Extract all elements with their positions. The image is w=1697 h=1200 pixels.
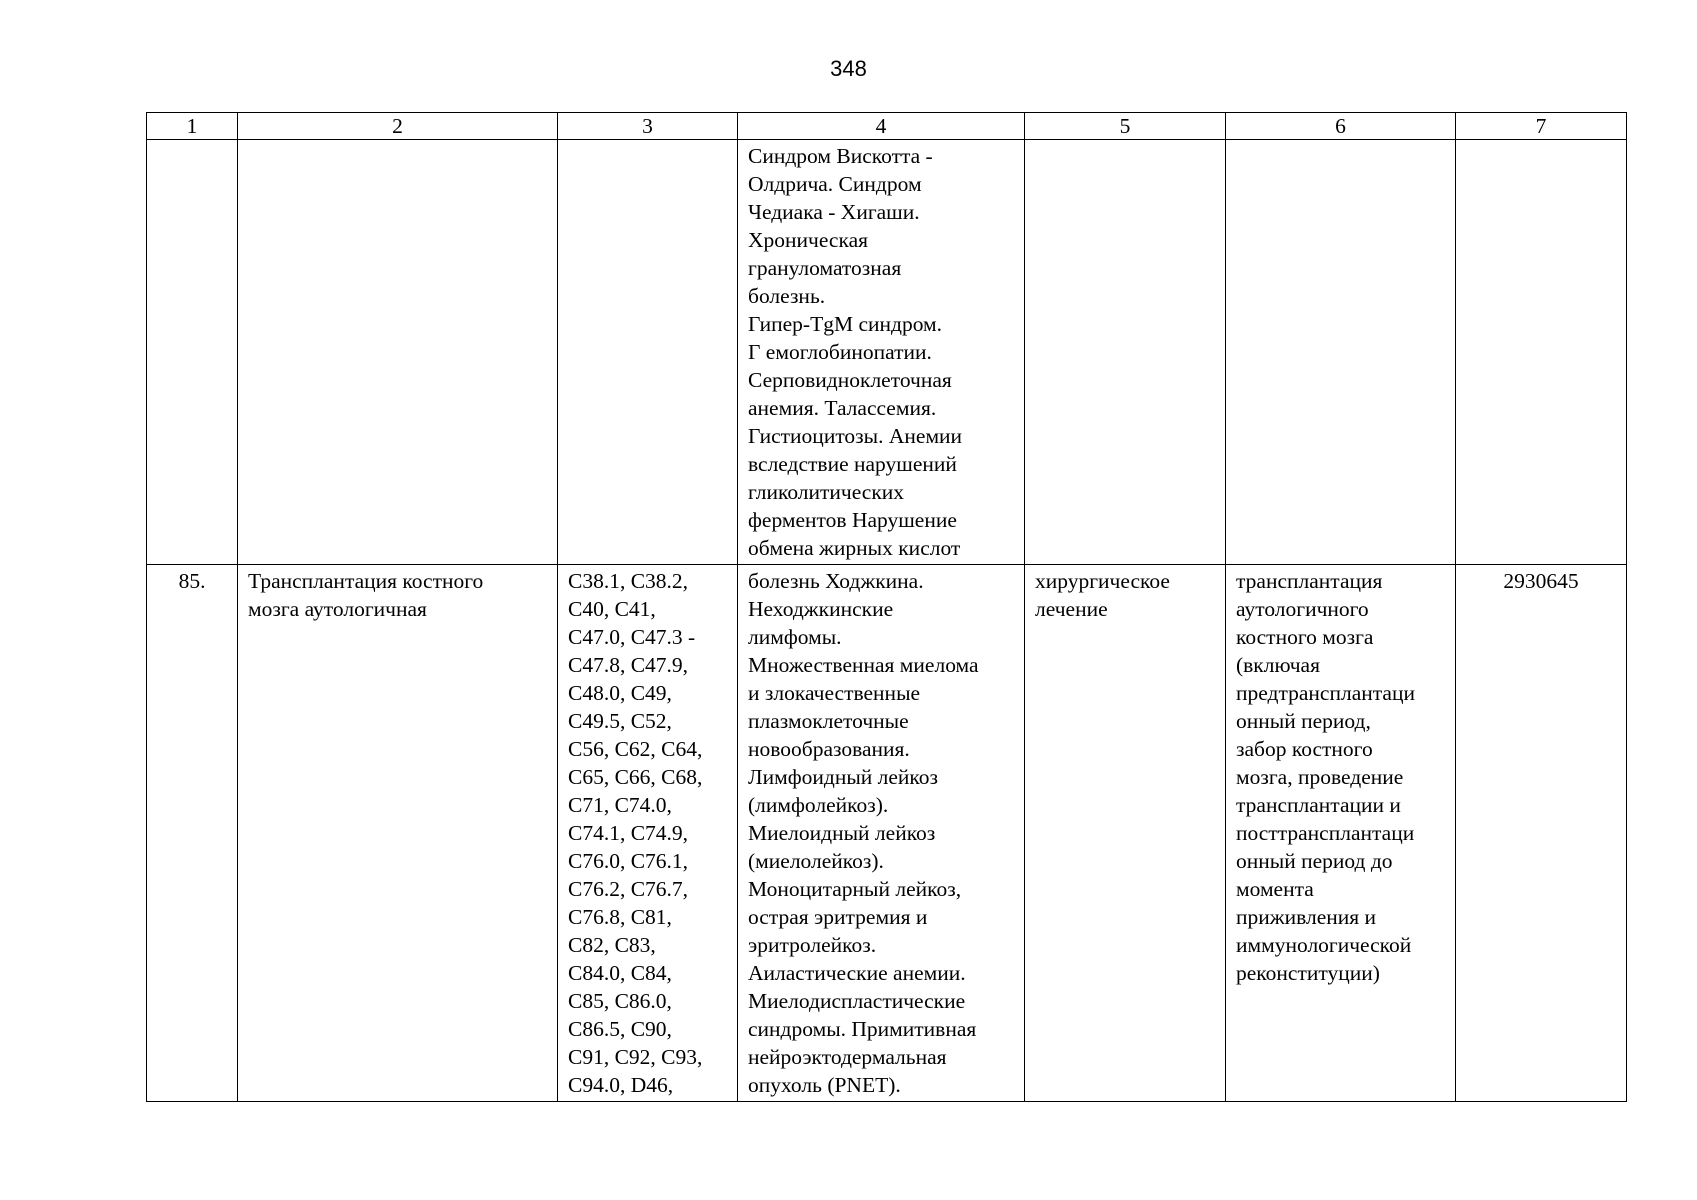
cell-line: (включая bbox=[1236, 653, 1320, 677]
cell-line: лимфомы. bbox=[748, 625, 842, 649]
column-header: 6 bbox=[1226, 113, 1456, 140]
cell-line: анемия. Талассемия. bbox=[748, 396, 937, 420]
cell-line: C65, C66, C68, bbox=[568, 765, 703, 789]
cell-line: C85, C86.0, bbox=[568, 989, 672, 1013]
cell-line: костного мозга bbox=[1236, 625, 1374, 649]
treatment-method-cell bbox=[1226, 140, 1456, 565]
cell-line: Неходжкинские bbox=[748, 597, 894, 621]
column-header: 4 bbox=[738, 113, 1025, 140]
cell-line: нейроэктодермальная bbox=[748, 1045, 947, 1069]
cell-line: C76.2, C76.7, bbox=[568, 877, 689, 901]
cell-line: эритролейкоз. bbox=[748, 933, 877, 957]
column-header: 1 bbox=[147, 113, 238, 140]
medical-procedures-table bbox=[146, 112, 1627, 1102]
cell-line: Множественная миелома bbox=[748, 653, 979, 677]
cell-line: грануломатозная bbox=[748, 256, 902, 280]
page-number: 348 bbox=[830, 56, 867, 81]
cell-line: болезнь Ходжкина. bbox=[748, 569, 924, 593]
cell-line: болезнь. bbox=[748, 284, 826, 308]
table-row-85 bbox=[147, 565, 1627, 1102]
cell-line: C74.1, C74.9, bbox=[568, 821, 689, 845]
cell-line: Синдром Вискотта - bbox=[748, 144, 933, 168]
cell-line: хирургическое bbox=[1035, 569, 1170, 593]
cell-line: C82, C83, bbox=[568, 933, 656, 957]
cell-line: C40, C41, bbox=[568, 597, 656, 621]
cell-line: Серповидноклеточная bbox=[748, 368, 952, 392]
cell-line: C47.0, C47.3 - bbox=[568, 625, 696, 649]
treatment-method-cell bbox=[1226, 565, 1456, 1102]
cell-line: иммунологической bbox=[1236, 933, 1412, 957]
cell-line: Олдрича. Синдром bbox=[748, 172, 922, 196]
cell-line: лечение bbox=[1035, 597, 1108, 621]
cell-line: посттрансплантаци bbox=[1236, 821, 1415, 845]
row-number-cell: 85. bbox=[147, 565, 238, 1102]
cell-line: C76.0, C76.1, bbox=[568, 849, 689, 873]
cell-line: вследствие нарушений bbox=[748, 452, 957, 476]
cell-line: Гистиоцитозы. Анемии bbox=[748, 424, 963, 448]
cell-line: C76.8, C81, bbox=[568, 905, 672, 929]
cell-line: трансплантация bbox=[1236, 569, 1383, 593]
cell-line: реконституции) bbox=[1236, 961, 1380, 985]
cell-line: Хроническая bbox=[748, 228, 869, 252]
cell-line: мозга, проведение bbox=[1236, 765, 1404, 789]
treatment-type-cell bbox=[1025, 565, 1226, 1102]
icd-codes-cell bbox=[558, 565, 738, 1102]
cell-line: C91, C92, C93, bbox=[568, 1045, 703, 1069]
icd-codes-cell bbox=[558, 140, 738, 565]
cell-line: Г емоглобинопатии. bbox=[748, 340, 932, 364]
cell-line: C48.0, C49, bbox=[568, 681, 672, 705]
cell-line: Чедиака - Хигаши. bbox=[748, 200, 920, 224]
cell-line: плазмоклеточные bbox=[748, 709, 909, 733]
cell-line: C47.8, C47.9, bbox=[568, 653, 689, 677]
cell-line: C71, C74.0, bbox=[568, 793, 672, 817]
cell-line: онный период, bbox=[1236, 709, 1371, 733]
cell-line: C38.1, C38.2, bbox=[568, 569, 689, 593]
cell-line: новообразования. bbox=[748, 737, 910, 761]
cell-line: мозга аутологичная bbox=[248, 597, 427, 621]
cell-line: предтрансплантаци bbox=[1236, 681, 1415, 705]
cell-line: гликолитических bbox=[748, 480, 905, 504]
cell-line: приживления и bbox=[1236, 905, 1377, 929]
cell-line: Миелоидный лейкоз bbox=[748, 821, 936, 845]
cell-line: Моноцитарный лейкоз, bbox=[748, 877, 962, 901]
cell-line: Аиластические анемии. bbox=[748, 961, 966, 985]
cell-line: C49.5, C52, bbox=[568, 709, 672, 733]
cell-line: трансплантации и bbox=[1236, 793, 1401, 817]
cost-cell: 2930645 bbox=[1456, 565, 1627, 1102]
column-header: 7 bbox=[1456, 113, 1627, 140]
cell-line: и злокачественные bbox=[748, 681, 921, 705]
cell-line: острая эритремия и bbox=[748, 905, 928, 929]
cell-line: синдромы. Примитивная bbox=[748, 1017, 977, 1041]
procedure-name-cell bbox=[238, 140, 558, 565]
column-header-row bbox=[147, 113, 1627, 140]
cell-line: ферментов Нарушение bbox=[748, 508, 957, 532]
cell-line: C86.5, C90, bbox=[568, 1017, 672, 1041]
treatment-type-cell bbox=[1025, 140, 1226, 565]
cell-line: Миелодиспластические bbox=[748, 989, 966, 1013]
cell-line: обмена жирных кислот bbox=[748, 536, 961, 560]
column-header: 3 bbox=[558, 113, 738, 140]
cell-line: (миелолейкоз). bbox=[748, 849, 884, 873]
cell-line: момента bbox=[1236, 877, 1314, 901]
cell-line: Трансплантация костного bbox=[248, 569, 484, 593]
cell-line: Гипер-TgM синдром. bbox=[748, 312, 943, 336]
cost-cell bbox=[1456, 140, 1627, 565]
diagnosis-cell bbox=[738, 140, 1025, 565]
cell-line: C56, C62, C64, bbox=[568, 737, 703, 761]
procedure-name-cell bbox=[238, 565, 558, 1102]
table-row-continuation bbox=[147, 140, 1627, 565]
row-number-cell bbox=[147, 140, 238, 565]
cell-line: онный период до bbox=[1236, 849, 1393, 873]
column-header: 5 bbox=[1025, 113, 1226, 140]
diagnosis-cell bbox=[738, 565, 1025, 1102]
cell-line: забор костного bbox=[1236, 737, 1373, 761]
cell-line: (лимфолейкоз). bbox=[748, 793, 889, 817]
cell-line: опухоль (PNET). bbox=[748, 1073, 901, 1097]
column-header: 2 bbox=[238, 113, 558, 140]
cell-line: C84.0, C84, bbox=[568, 961, 672, 985]
cell-line: Лимфоидный лейкоз bbox=[748, 765, 939, 789]
cell-line: аутологичного bbox=[1236, 597, 1369, 621]
cell-line: C94.0, D46, bbox=[568, 1073, 674, 1097]
